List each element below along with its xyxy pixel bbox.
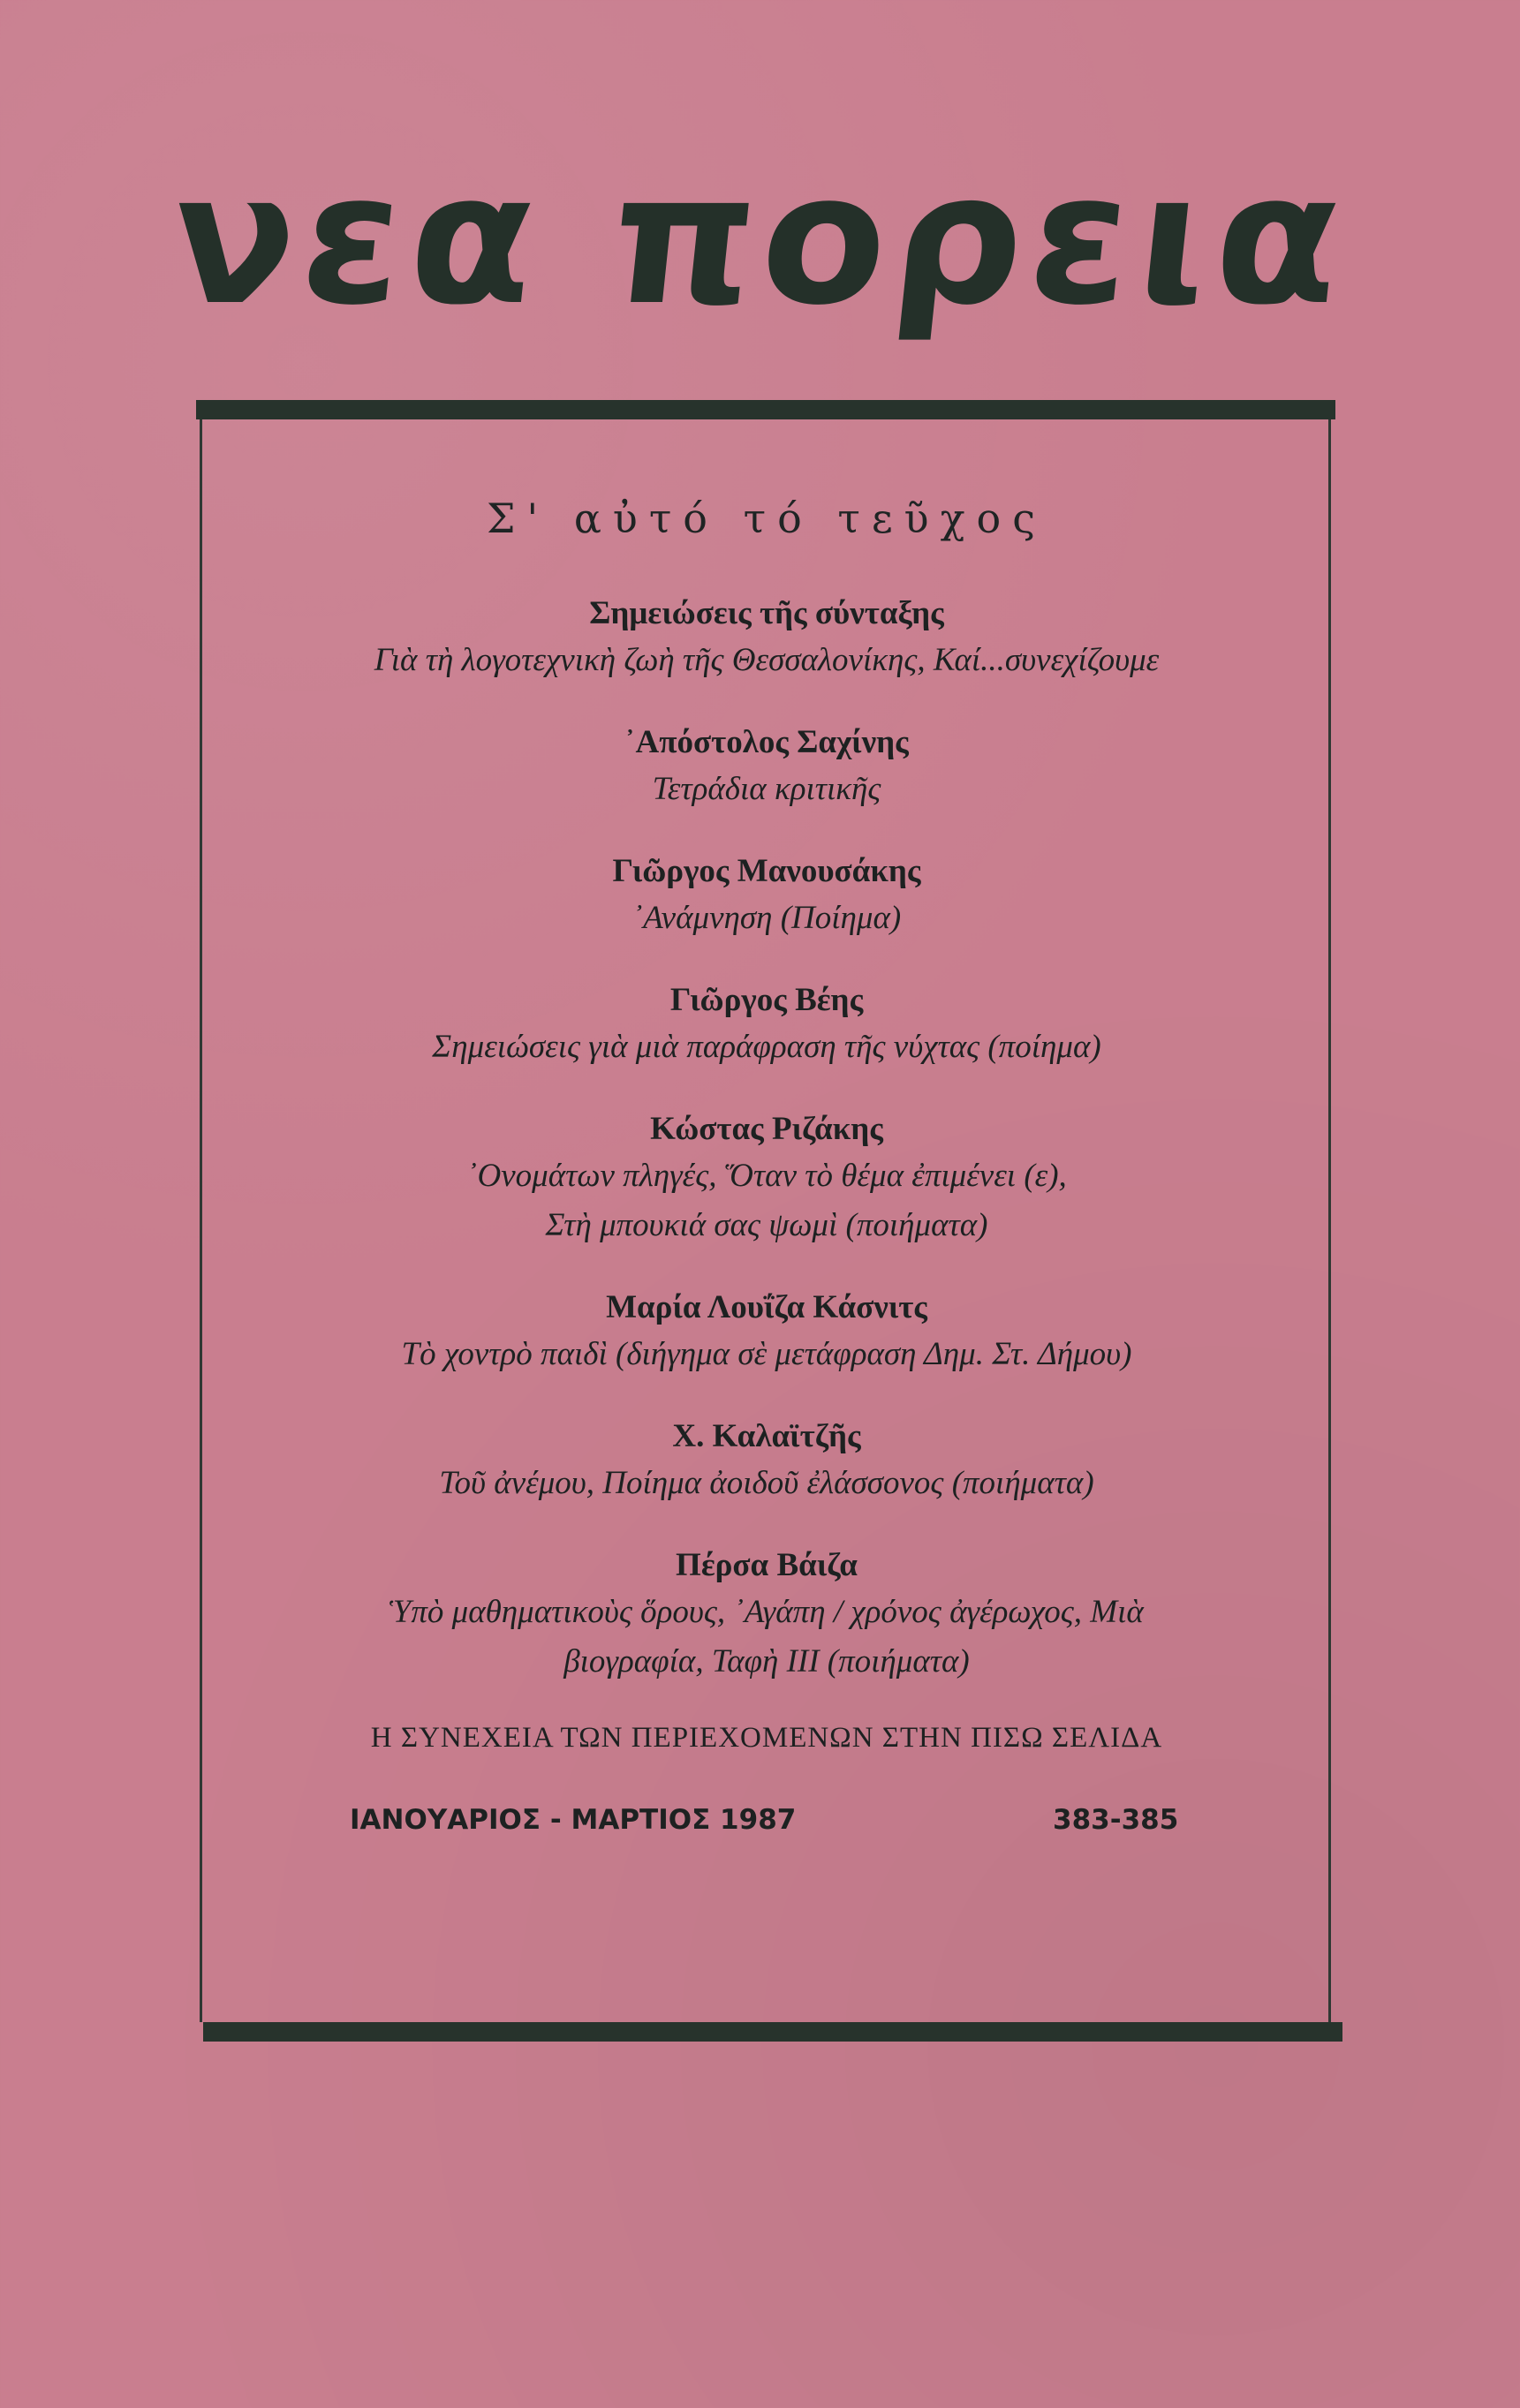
contents-entry: [208, 1415, 1325, 1508]
entry-work: Σημειώσεις γιὰ μιὰ παράφραση τῆς νύχτας (ποίημα): [432, 1029, 1101, 1065]
entry-author: Μαρία Λουΐζα Κάσνιτς: [606, 1289, 927, 1325]
entry-author: Γιῶργος Βέης: [669, 982, 864, 1018]
entry-work: Τετράδια κριτικῆς: [652, 771, 881, 807]
bottom-rule: [203, 2022, 1342, 2042]
contents-entry: [208, 1286, 1325, 1379]
entry-work-continued: Στὴ μπουκιά σας ψωμὶ (ποιήματα): [545, 1207, 988, 1243]
contents-entry: [208, 978, 1325, 1072]
entry-author: Χ. Καλαϊτζῆς: [672, 1418, 861, 1454]
entry-work: Ὑπὸ μαθηματικοὺς ὅρους, ᾿Αγάπη / χρόνος ἀγέρωχος, Μιὰ: [389, 1594, 1144, 1630]
frame-right-line: [1328, 419, 1331, 2022]
entry-author: Γιῶργος Μανουσάκης: [612, 853, 921, 889]
entry-author: Κώστας Ριζάκης: [650, 1111, 883, 1147]
entry-work-continued: βιογραφία, Ταφὴ ΙΙΙ (ποιήματα): [563, 1643, 970, 1680]
contents-entry: [208, 721, 1325, 814]
issue-date: ΙΑΝΟΥΑΡΙΟΣ - ΜΑΡΤΙΟΣ 1987: [350, 1804, 797, 1836]
contents-entry: [208, 592, 1325, 685]
table-of-contents: [208, 494, 1325, 1857]
contents-heading: Σ' αὐτό τό τεῦχος: [487, 494, 1047, 542]
entry-work: ᾿Ονομάτων πληγές, Ὅταν τὸ θέμα ἐπιμένει (ε),: [466, 1158, 1067, 1194]
issue-number: 383-385: [1053, 1804, 1179, 1836]
entry-work: Γιὰ τὴ λογοτεχνικὴ ζωὴ τῆς Θεσσαλονίκης, Καί...συνεχίζουμε: [374, 642, 1160, 678]
contents-entry: [208, 849, 1325, 943]
contents-entry: [208, 1544, 1325, 1687]
entry-author: Σημειώσεις τῆς σύνταξης: [589, 595, 944, 631]
entry-work: Τοῦ ἀνέμου, Ποίημα ἀοιδοῦ ἐλάσσονος (ποιήματα): [439, 1465, 1094, 1501]
entry-author: ᾿Απόστολος Σαχίνης: [624, 724, 909, 760]
entry-work: Τὸ χοντρὸ παιδὶ (διήγημα σὲ μετάφραση Δημ. Στ. Δήμου): [401, 1336, 1132, 1372]
issue-info: [208, 1804, 1325, 1857]
frame-left-line: [200, 419, 202, 2022]
masthead-title: νεα πορεια: [161, 135, 1359, 345]
continuation-note: Η ΣΥΝΕΧΕΙΑ ΤΩΝ ΠΕΡΙΕΧΟΜΕΝΩΝ ΣΤΗΝ ΠΙΣΩ ΣΕΛΙΔΑ: [370, 1722, 1163, 1754]
top-rule: [196, 400, 1335, 419]
entry-work: ᾿Ανάμνηση (Ποίημα): [631, 900, 902, 936]
entry-author: Πέρσα Βάιζα: [676, 1547, 858, 1583]
contents-entry: [208, 1107, 1325, 1250]
